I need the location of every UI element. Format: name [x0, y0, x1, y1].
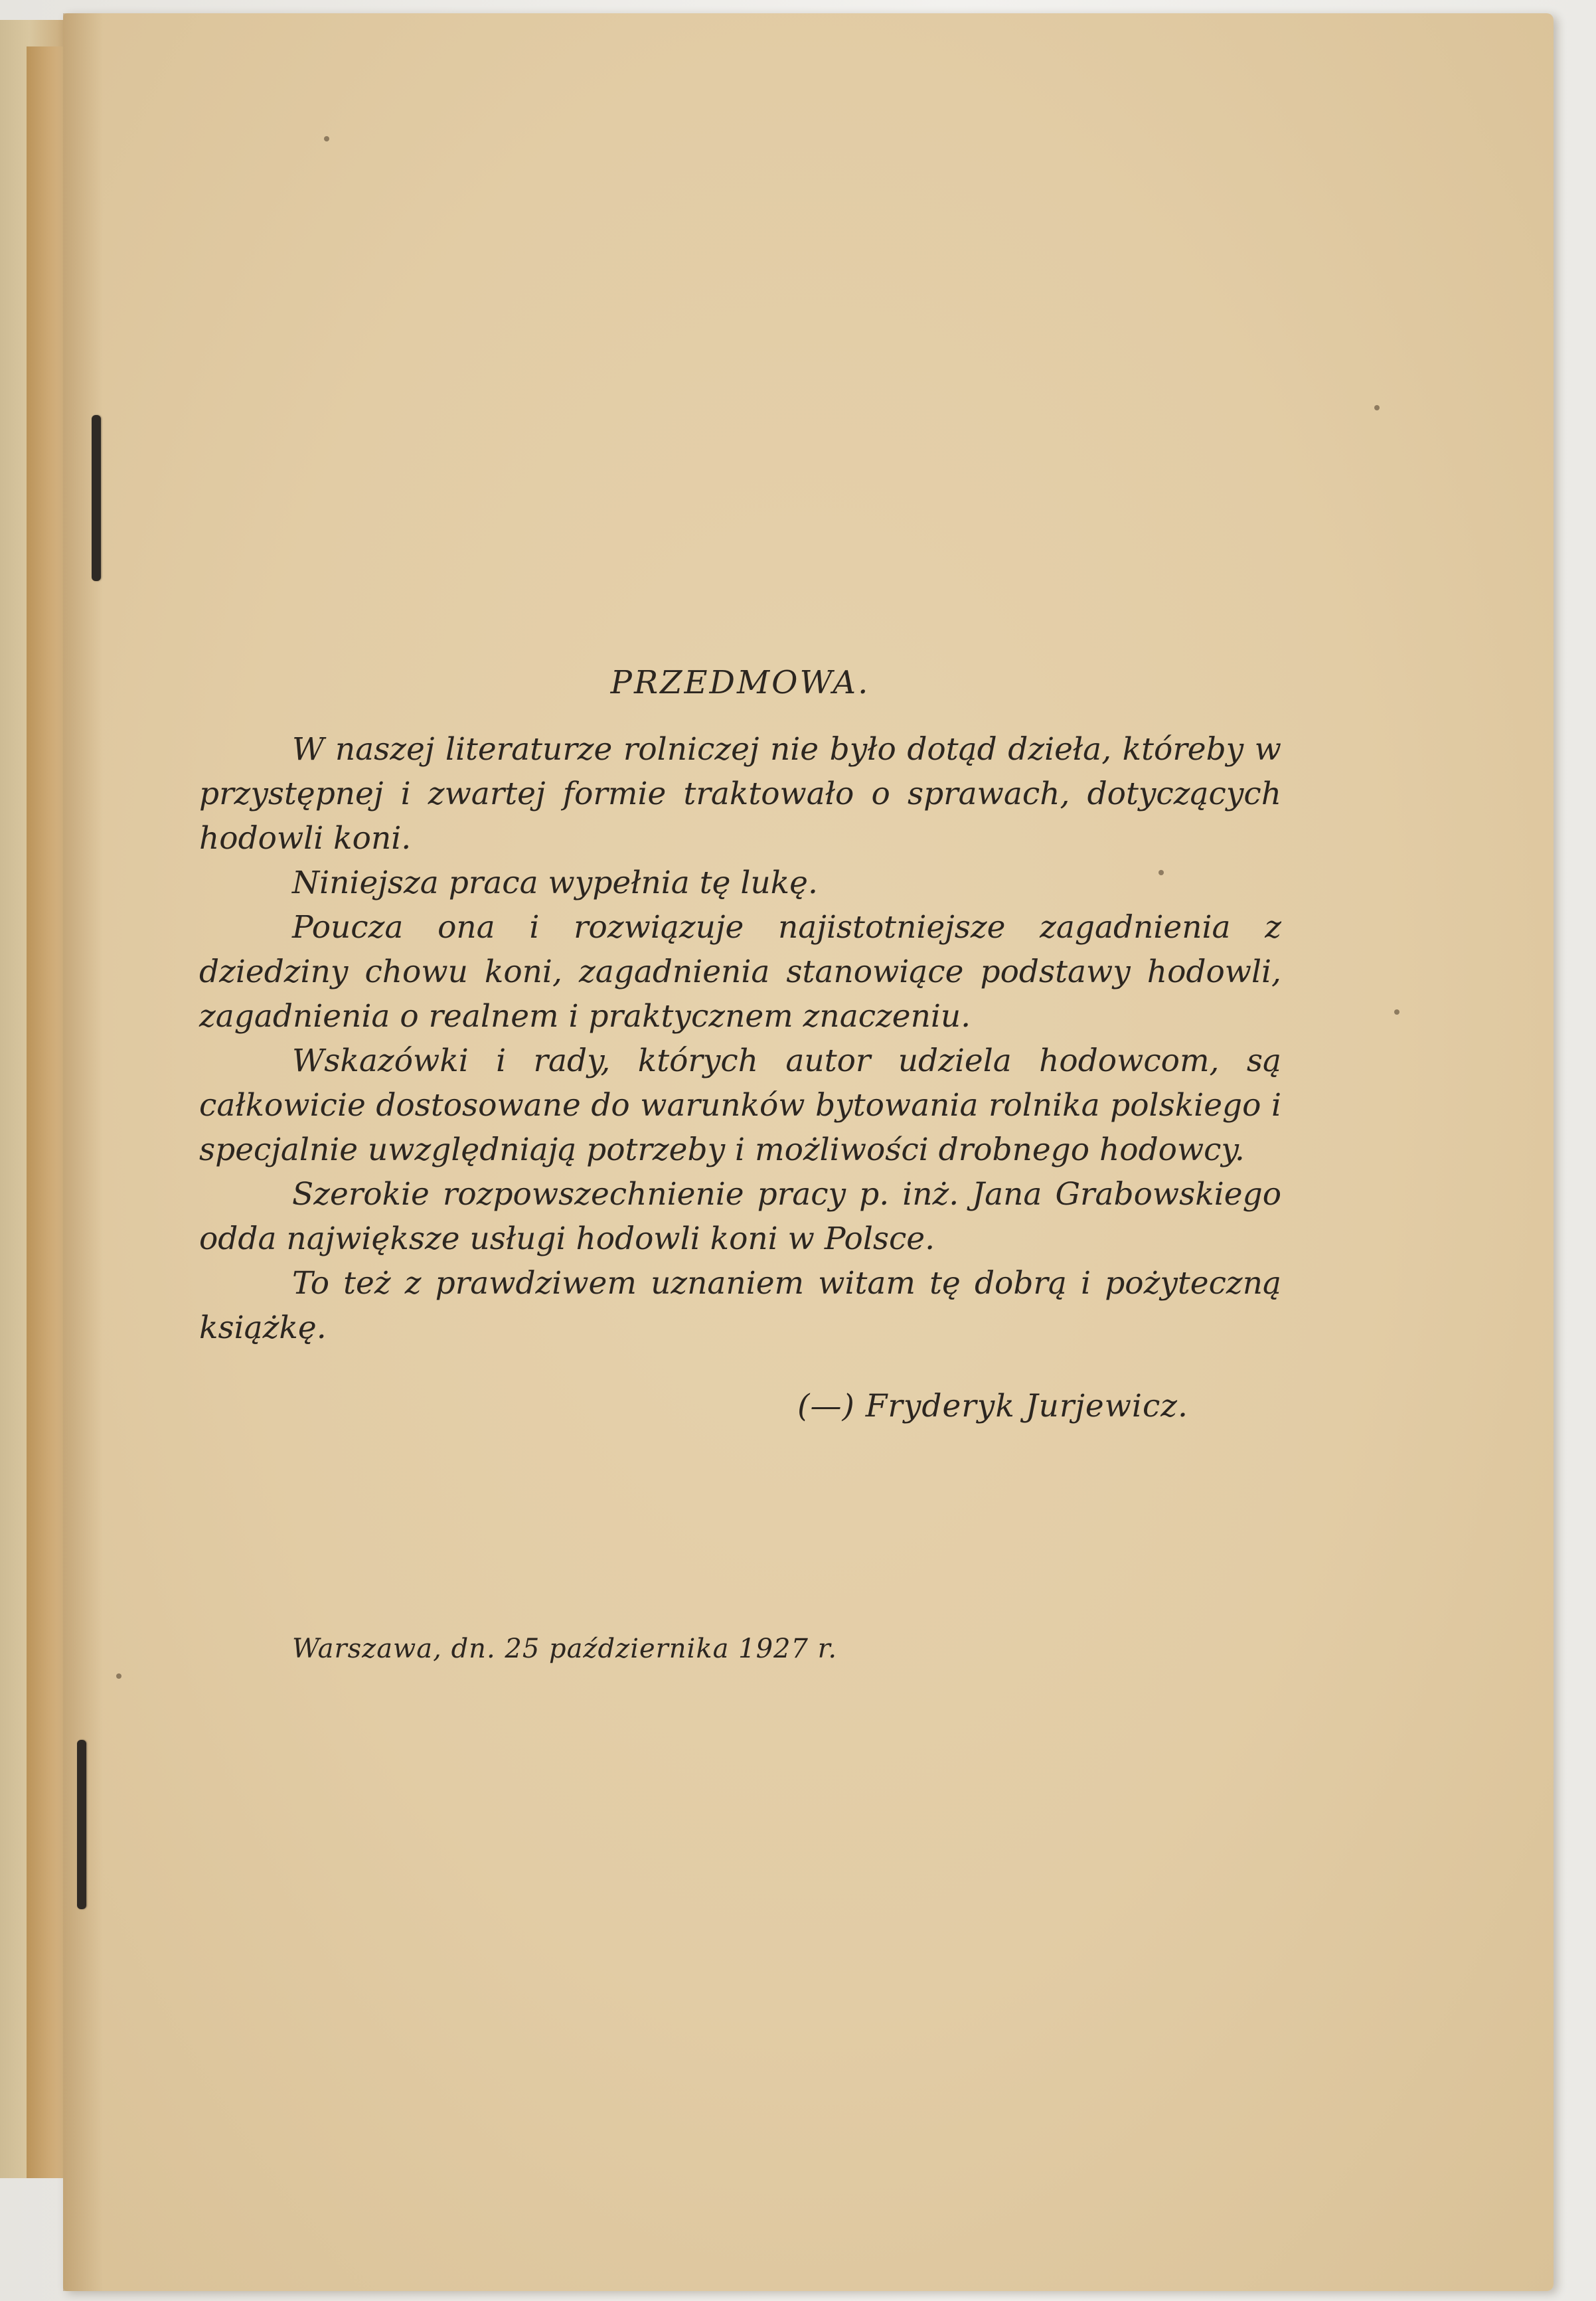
staple-bottom	[77, 1740, 86, 1909]
page-title: PRZEDMOWA.	[610, 664, 870, 701]
preface-body	[199, 727, 1281, 1350]
paper-speck	[1374, 405, 1380, 410]
paragraph-4: Wskazówki i rady, których autor udziela hodowcom, są całkowicie dostosowane do warunków bytowania rolnika polskiego i specjalnie uwzględniają potrzeby i możliwości drobnego hodowcy.	[199, 1043, 1281, 1168]
page-gutter-shadow	[63, 13, 103, 2291]
paragraph-5: Szerokie rozpowszechnienie pracy p. inż. Jana Grabowskiego odda największe usługi hodowli koni w Polsce.	[199, 1176, 1281, 1257]
place-and-date: Warszawa, dn. 25 października 1927 r.	[292, 1634, 838, 1664]
paper-speck	[324, 136, 329, 141]
staple-top	[92, 415, 101, 581]
paragraph-3: Poucza ona i rozwiązuje najistotniejsze zagadnienia z dziedziny chowu koni, zagadnienia stanowiące podstawy hodowli, zagadnienia o realnem i praktycznem znaczeniu.	[199, 909, 1281, 1035]
paragraph-6: To też z prawdziwem uznaniem witam tę dobrą i pożyteczną książkę.	[199, 1265, 1281, 1346]
paper-speck	[1394, 1009, 1399, 1015]
paper-speck	[116, 1673, 121, 1679]
signature: (—) Fryderyk Jurjewicz.	[797, 1388, 1188, 1424]
paragraph-1: W naszej literaturze rolniczej nie było dotąd dzieła, któreby w przystępnej i zwartej formie traktowało o sprawach, dotyczących hodowli koni.	[199, 731, 1281, 857]
paragraph-2: Niniejsza praca wypełnia tę lukę.	[292, 865, 818, 901]
